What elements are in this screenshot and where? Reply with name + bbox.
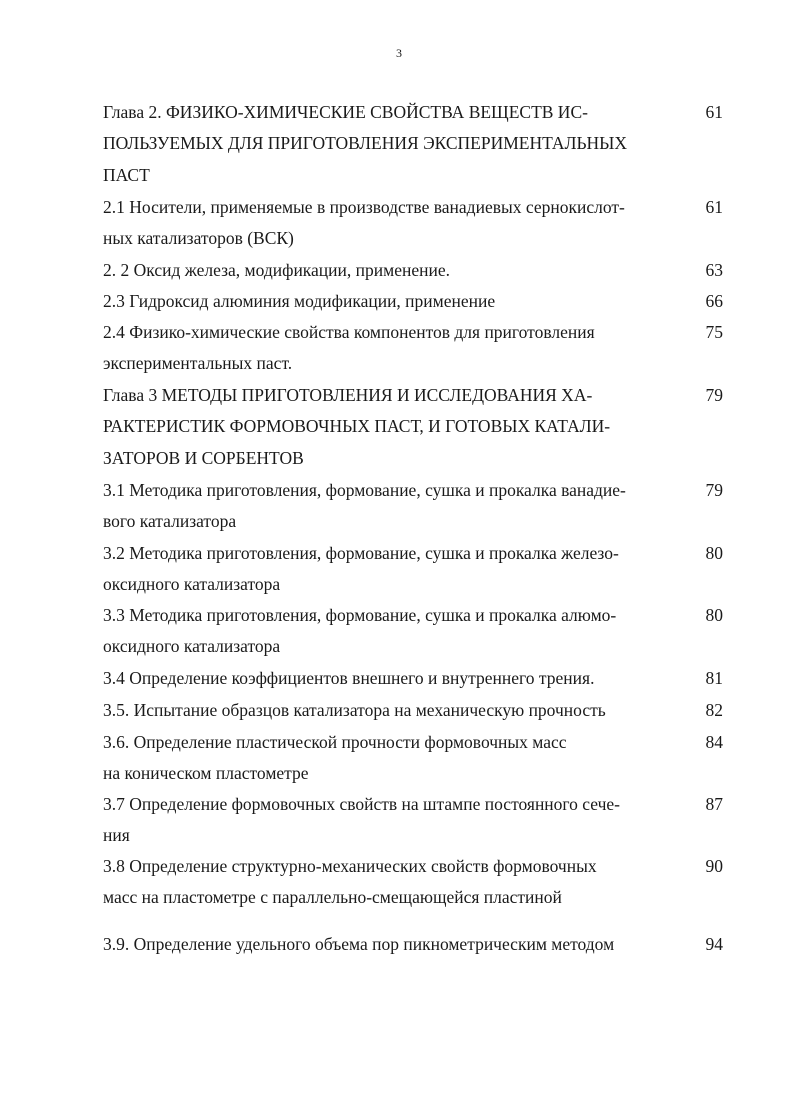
toc-entry-page: 79 <box>705 385 723 405</box>
toc-entry-text: Глава 3 МЕТОДЫ ПРИГОТОВЛЕНИЯ И ИССЛЕДОВАНИЯ ХА- <box>103 385 593 405</box>
toc-entry-text: на коническом пластометре <box>103 763 309 784</box>
toc-entry-text: оксидного катализатора <box>103 636 281 657</box>
toc-entry-page: 87 <box>705 794 723 814</box>
toc-entry-3-9 <box>103 929 723 960</box>
toc-entry-chapter-2 <box>103 97 723 191</box>
toc-entry-text: 3.2 Методика приготовления, формование, сушка и прокалка железо- <box>103 543 619 563</box>
toc-entry-text: 2.1 Носители, применяемые в производстве ванадиевых сернокислот- <box>103 197 625 217</box>
toc-entry-text: ПАСТ <box>103 164 150 185</box>
toc-entry-page: 79 <box>705 480 723 500</box>
toc-entry-2-2 <box>103 255 723 286</box>
toc-entry-text: 3.8 Определение структурно-механических свойств формовочных <box>103 856 597 876</box>
toc-entry-text: Глава 2. ФИЗИКО-ХИМИЧЕСКИЕ СВОЙСТВА ВЕЩЕСТВ ИС- <box>103 102 588 122</box>
toc-entry-chapter-3 <box>103 380 723 474</box>
toc-entry-2-3 <box>103 286 723 317</box>
toc-entry-text: РАКТЕРИСТИК ФОРМОВОЧНЫХ ПАСТ, И ГОТОВЫХ КАТАЛИ- <box>103 416 611 437</box>
toc-entry-2-1 <box>103 192 723 255</box>
toc-entry-text: ния <box>103 825 130 846</box>
toc-entry-text: 3.5. Испытание образцов катализатора на механическую прочность <box>103 700 606 720</box>
toc-entry-2-4 <box>103 317 723 380</box>
toc-entry-3-1 <box>103 475 723 538</box>
toc-entry-text: 2.3 Гидроксид алюминия модификации, применение <box>103 291 496 311</box>
toc-entry-3-8 <box>103 851 723 914</box>
toc-entry-3-2 <box>103 538 723 601</box>
toc-entry-text: масс на пластометре с параллельно-смещающейся пластиной <box>103 887 562 908</box>
toc-entry-page: 66 <box>705 291 723 311</box>
toc-entry-text: вого катализатора <box>103 511 237 532</box>
toc-entry-text: оксидного катализатора <box>103 574 281 595</box>
toc-entry-page: 84 <box>705 732 723 752</box>
toc-entry-page: 94 <box>705 934 723 954</box>
toc-entry-3-4 <box>103 663 723 694</box>
toc-entry-text: 3.6. Определение пластической прочности формовочных масс <box>103 732 567 752</box>
toc-entry-page: 63 <box>705 260 723 280</box>
toc-entry-3-5 <box>103 695 723 726</box>
toc-entry-text: 3.9. Определение удельного объема пор пикнометрическим методом <box>103 934 615 954</box>
toc-entry-text: 2.4 Физико-химические свойства компонентов для приготовления <box>103 322 595 342</box>
toc-entry-page: 80 <box>705 543 723 563</box>
toc-entry-3-3 <box>103 600 723 663</box>
toc-entry-text: 3.7 Определение формовочных свойств на штампе постоянного сече- <box>103 794 621 814</box>
toc-entry-text: 3.4 Определение коэффициентов внешнего и внутреннего трения. <box>103 668 595 688</box>
toc-entry-3-7 <box>103 789 723 852</box>
toc-entry-page: 82 <box>705 700 723 720</box>
toc-entry-text: 3.3 Методика приготовления, формование, сушка и прокалка алюмо- <box>103 605 617 625</box>
toc-entry-text: ных катализаторов (ВСК) <box>103 228 294 249</box>
toc-entry-text: 3.1 Методика приготовления, формование, сушка и прокалка ванадие- <box>103 480 626 500</box>
toc-entry-page: 90 <box>705 856 723 876</box>
toc-entry-3-6 <box>103 727 723 790</box>
toc-entry-page: 61 <box>705 102 723 122</box>
toc-entry-page: 61 <box>705 197 723 217</box>
toc-entry-text: 2. 2 Оксид железа, модификации, применение. <box>103 260 450 280</box>
page-number: 3 <box>396 46 402 60</box>
toc-entry-text: ЗАТОРОВ И СОРБЕНТОВ <box>103 447 304 468</box>
toc-entry-text: экспериментальных паст. <box>103 353 293 374</box>
toc-entry-page: 81 <box>705 668 723 688</box>
toc-entry-page: 75 <box>705 322 723 342</box>
toc-entry-page: 80 <box>705 605 723 625</box>
toc-entry-text: ПОЛЬЗУЕМЫХ ДЛЯ ПРИГОТОВЛЕНИЯ ЭКСПЕРИМЕНТАЛЬНЫХ <box>103 133 628 154</box>
